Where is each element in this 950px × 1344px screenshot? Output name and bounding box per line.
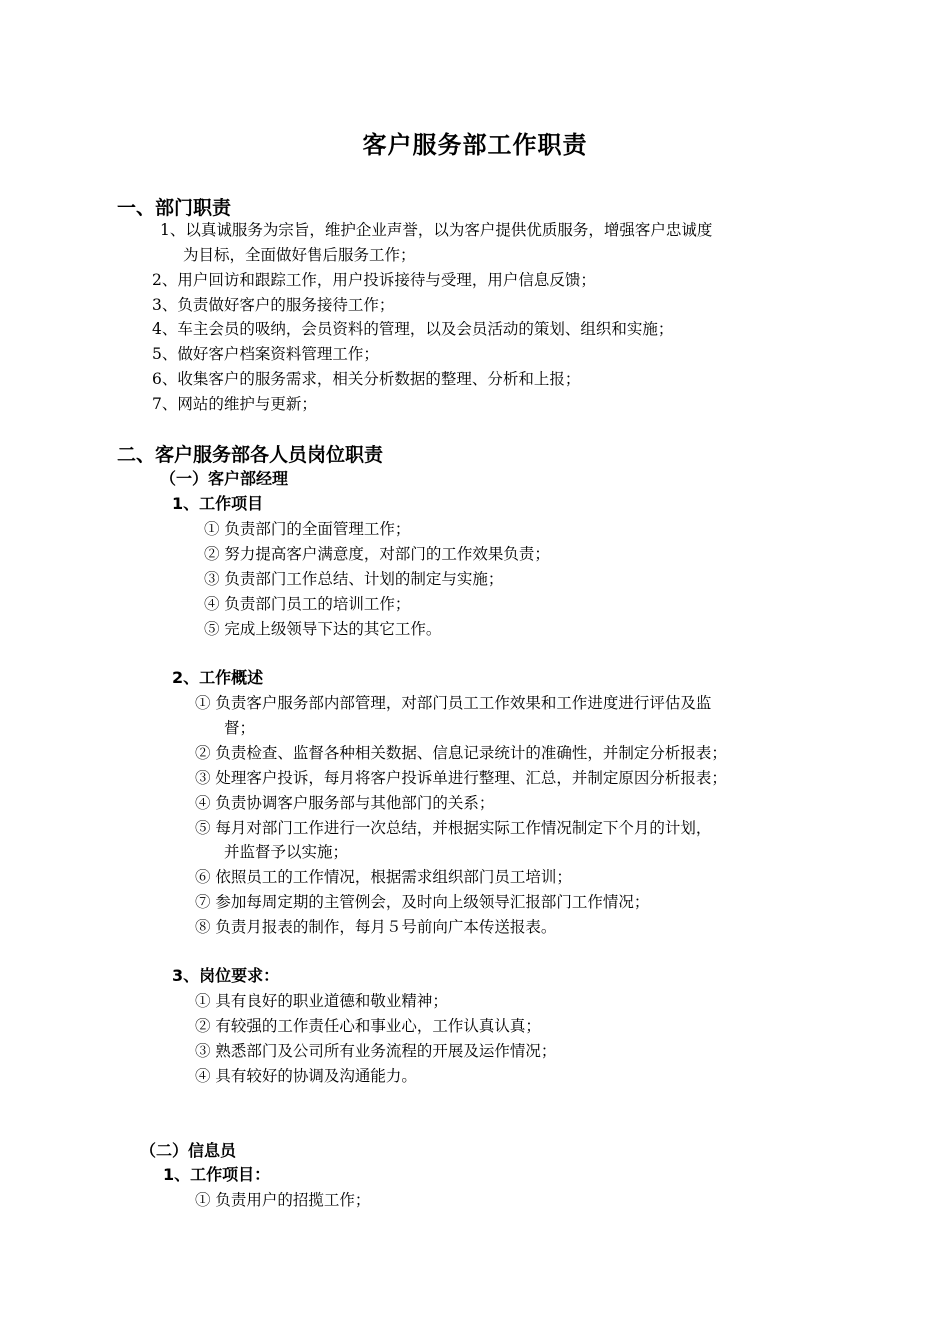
list-item: ② 努力提高客户满意度，对部门的工作效果负责；: [204, 545, 550, 563]
part-heading-work-items: 1、工作项目: [172, 494, 264, 513]
list-item: ⑤ 完成上级领导下达的其它工作。: [204, 620, 442, 638]
part-heading-requirements: 3、岗位要求：: [172, 966, 280, 985]
list-item: ④ 负责部门员工的培训工作；: [204, 595, 411, 613]
list-item: ② 负责检查、监督各种相关数据、信息记录统计的准确性，并制定分析报表；: [195, 744, 727, 762]
part-heading-work-overview: 2、工作概述: [172, 668, 264, 687]
list-item: ③ 熟悉部门及公司所有业务流程的开展及运作情况；: [195, 1042, 557, 1060]
document-title: 客户服务部工作职责: [362, 131, 588, 159]
list-item: 4、车主会员的吸纳，会员资料的管理，以及会员活动的策划、组织和实施；: [152, 320, 674, 338]
list-item: 3、负责做好客户的服务接待工作；: [152, 296, 395, 314]
list-item: ① 具有良好的职业道德和敬业精神；: [195, 992, 448, 1010]
subsection-heading-manager: （一）客户部经理: [160, 469, 289, 488]
section-heading-staff-duties: 二、客户服务部各人员岗位职责: [117, 444, 384, 466]
list-item: ④ 具有较好的协调及沟通能力。: [195, 1067, 417, 1085]
list-item-continuation: 督；: [224, 719, 256, 737]
list-item-continuation: 为目标，全面做好售后服务工作；: [183, 246, 416, 264]
list-item: ② 有较强的工作责任心和事业心，工作认真认真；: [195, 1017, 541, 1035]
list-item: 1、以真诚服务为宗旨，维护企业声誉，以为客户提供优质服务，增强客户忠诚度: [160, 221, 713, 239]
list-item: ① 负责部门的全面管理工作；: [204, 520, 411, 538]
list-item: ③ 处理客户投诉，每月将客户投诉单进行整理、汇总，并制定原因分析报表；: [195, 769, 727, 787]
list-item: 5、做好客户档案资料管理工作；: [152, 345, 379, 363]
subsection-heading-info-clerk: （二）信息员: [140, 1141, 237, 1160]
list-item: ① 负责客户服务部内部管理，对部门员工工作效果和工作进度进行评估及监: [195, 694, 712, 712]
list-item: ① 负责用户的招揽工作；: [195, 1191, 371, 1209]
list-item: ⑧ 负责月报表的制作，每月５号前向广本传送报表。: [195, 918, 557, 936]
list-item: ⑥ 依照员工的工作情况，根据需求组织部门员工培训；: [195, 868, 572, 886]
list-item: 6、收集客户的服务需求，相关分析数据的整理、分析和上报；: [152, 370, 581, 388]
list-item: ④ 负责协调客户服务部与其他部门的关系；: [195, 794, 495, 812]
list-item: 7、网站的维护与更新；: [152, 395, 317, 413]
section-heading-department-duties: 一、部门职责: [117, 197, 232, 219]
list-item: ⑦ 参加每周定期的主管例会，及时向上级领导汇报部门工作情况；: [195, 893, 650, 911]
part-heading-work-items: 1、工作项目：: [163, 1165, 271, 1184]
list-item: ③ 负责部门工作总结、计划的制定与实施；: [204, 570, 504, 588]
list-item-continuation: 并监督予以实施；: [224, 843, 349, 861]
list-item: ⑤ 每月对部门工作进行一次总结，并根据实际工作情况制定下个月的计划，: [195, 819, 712, 837]
list-item: 2、用户回访和跟踪工作，用户投诉接待与受理，用户信息反馈；: [152, 271, 596, 289]
